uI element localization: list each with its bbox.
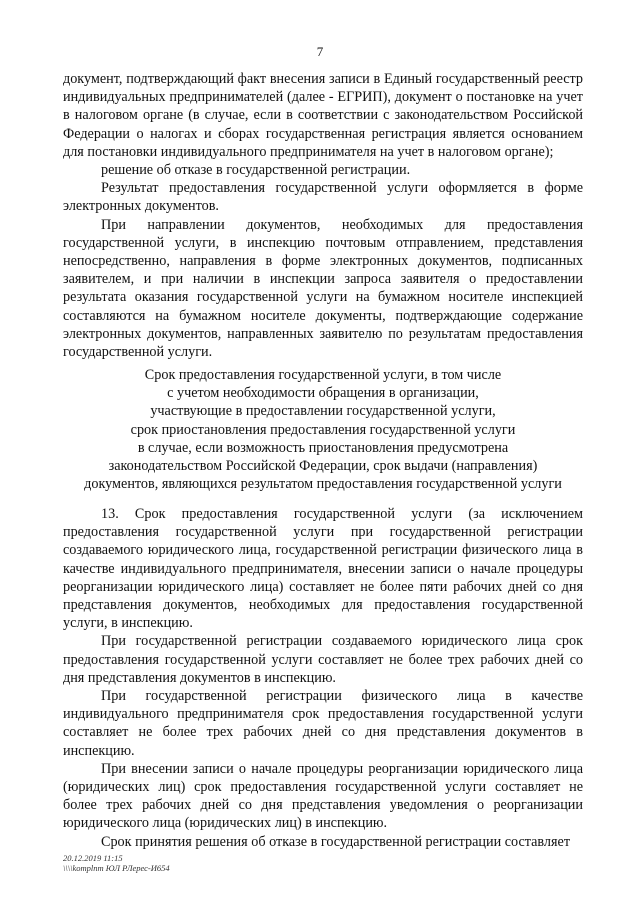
paragraph: Срок принятия решения об отказе в государственной регистрации составляет: [101, 833, 571, 850]
paragraph: Результат предоставления государственной услуги оформляется в форме электронных документов.: [63, 180, 583, 215]
heading-line: в случае, если возможность приостановления предусмотрена: [137, 439, 509, 456]
heading-line: срок приостановления предоставления государственной услуги: [130, 421, 516, 438]
paragraph: При направлении документов, необходимых для предоставления государственной услуги, в инспекцию почтовым отправлением, представления непосредственно, направления в форме электронных документов, подписанных заявителем, и при наличии в инспекции запроса заявителя о предоставлении результата оказания государственной услуги на бумажном носителе инспекцией составляются на бумажном носителе документы, подтверждающие содержание электронных документов, направленных заявителю по результатам предоставления государственной услуги.: [63, 216, 583, 361]
heading-line: участвующие в предоставлении государственной услуги,: [150, 403, 496, 420]
section-heading: [63, 366, 583, 493]
heading-line: с учетом необходимости обращения в организации,: [167, 385, 479, 402]
paragraph: При государственной регистрации создаваемого юридического лица срок предоставления государственной услуги составляет не более трех рабочих дней со дня представления документов в инспекцию.: [63, 633, 583, 686]
footer-path: \\\\komplnm ЮЛ РЛерес-И654: [63, 863, 170, 873]
paragraph: При государственной регистрации физического лица в качестве индивидуального предпринимателя срок предоставления государственной услуги составляет не более трех рабочих дней со дня представления документов в инспекцию.: [63, 688, 583, 759]
page-number: 7: [316, 44, 324, 59]
footer: [63, 853, 170, 873]
document-body-bottom: [63, 505, 583, 851]
paragraph: При внесении записи о начале процедуры реорганизации юридического лица (юридических лиц) срок предоставления государственной услуги составляет не более трех рабочих дней со дня представления уведомления о реорганизации юридического лица (юридических лиц) в инспекцию.: [63, 760, 583, 832]
footer-date: 20.12.2019 11:15: [63, 853, 123, 863]
heading-line: законодательством Российской Федерации, срок выдачи (направления): [108, 458, 538, 475]
paragraph: документ, подтверждающий факт внесения записи в Единый государственный реестр индивидуальных предпринимателей (далее - ЕГРИП), документ о постановке на учет в налоговом органе (в случае, если в соответствии с законодательством Российской Федерации о налогах и сборах государственная регистрация является основанием для постановки индивидуального предпринимателя на учет в налоговом органе);: [63, 71, 583, 160]
heading-line: документов, являющихся результатом предоставления государственной услуги: [84, 476, 562, 493]
paragraph: решение об отказе в государственной регистрации.: [101, 162, 411, 179]
document-body-top: [63, 70, 583, 361]
paragraph: 13. Срок предоставления государственной услуги (за исключением предоставления государственной услуги при государственной регистрации создаваемого юридического лица, государственной регистрации физического лица в качестве индивидуального предпринимателя, внесении записи о начале процедуры реорганизации юридического лица) составляет не более пяти рабочих дней со дня представления документов, необходимых для предоставления государственной услуги, в инспекцию.: [63, 506, 583, 632]
heading-line: Срок предоставления государственной услуги, в том числе: [144, 367, 502, 383]
